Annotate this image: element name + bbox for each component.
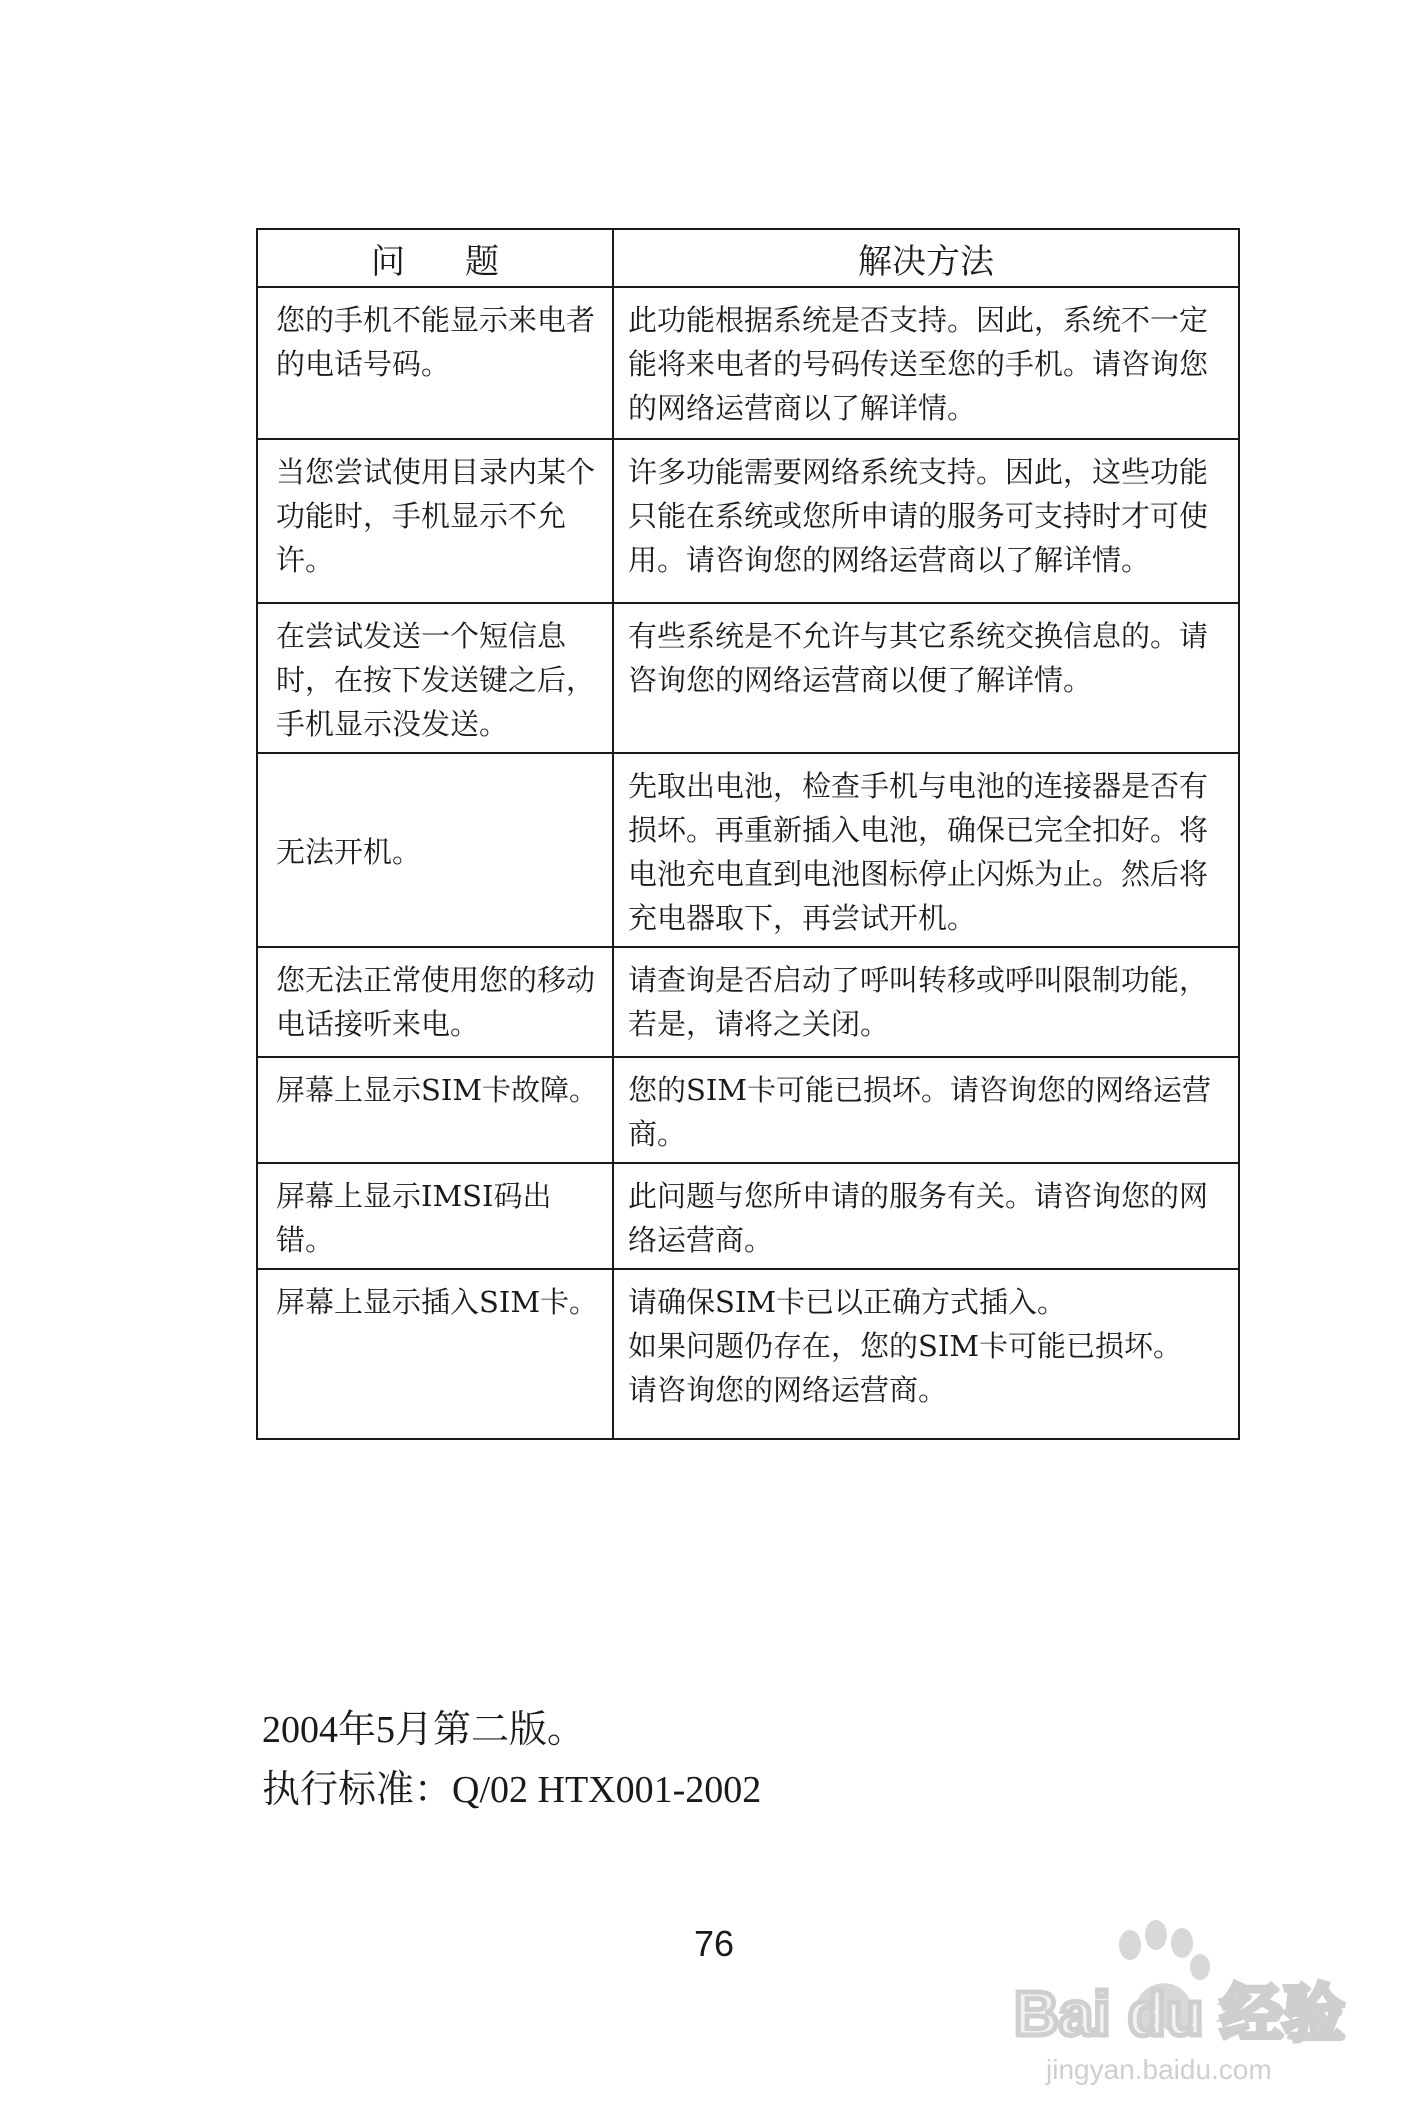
problem-cell: 屏幕上显示IMSI码出错。 <box>257 1163 613 1269</box>
solution-cell: 请查询是否启动了呼叫转移或呼叫限制功能，若是，请将之关闭。 <box>613 947 1239 1057</box>
table-row <box>257 287 1239 439</box>
solution-cell: 许多功能需要网络系统支持。因此，这些功能只能在系统或您所申请的服务可支持时才可使用。请咨询您的网络运营商以了解详情。 <box>613 439 1239 603</box>
problem-cell: 屏幕上显示插入SIM卡。 <box>257 1269 613 1439</box>
solution-cell: 此问题与您所申请的服务有关。请咨询您的网络运营商。 <box>613 1163 1239 1269</box>
watermark-brand: Bai du 经验 <box>1014 1980 1345 2049</box>
problem-cell: 当您尝试使用目录内某个功能时，手机显示不允许。 <box>257 439 613 603</box>
table-row <box>257 947 1239 1057</box>
edition-line: 2004年5月第二版。 <box>262 1709 586 1751</box>
solution-line: 如果问题仍存在，您的SIM卡可能已损坏。 <box>628 1329 1183 1363</box>
problem-cell: 您无法正常使用您的移动电话接听来电。 <box>257 947 613 1057</box>
solution-cell: 先取出电池，检查手机与电池的连接器是否有损坏。再重新插入电池，确保已完全扣好。将电池充电直到电池图标停止闪烁为止。然后将充电器取下，再尝试开机。 <box>613 753 1239 947</box>
table-row <box>257 1057 1239 1163</box>
page-number: 76 <box>693 1923 735 1964</box>
solution-cell: 有些系统是不允许与其它系统交换信息的。请咨询您的网络运营商以便了解详情。 <box>613 603 1239 753</box>
problem-cell: 您的手机不能显示来电者的电话号码。 <box>257 287 613 439</box>
baidu-jingyan-watermark-logo <box>1010 1905 1410 2090</box>
table-row <box>257 1163 1239 1269</box>
standard-line: 执行标准：Q/02 HTX001-2002 <box>262 1769 762 1811</box>
solution-cell: 您的SIM卡可能已损坏。请咨询您的网络运营商。 <box>613 1057 1239 1163</box>
solution-line: 请咨询您的网络运营商。 <box>628 1373 948 1407</box>
edition-info <box>262 1700 761 1820</box>
column-header-problem: 问题 <box>257 229 613 287</box>
solution-line: 请确保SIM卡已以正确方式插入。 <box>628 1285 1067 1319</box>
table-row <box>257 439 1239 603</box>
watermark-url: jingyan.baidu.com <box>1046 2054 1272 2085</box>
problem-cell: 屏幕上显示SIM卡故障。 <box>257 1057 613 1163</box>
troubleshooting-table <box>256 228 1240 1440</box>
table-row <box>257 753 1239 947</box>
solution-cell: 此功能根据系统是否支持。因此，系统不一定能将来电者的号码传送至您的手机。请咨询您的网络运营商以了解详情。 <box>613 287 1239 439</box>
problem-cell: 无法开机。 <box>257 753 613 947</box>
table-row <box>257 603 1239 753</box>
solution-cell <box>613 1269 1239 1439</box>
table-row <box>257 1269 1239 1439</box>
column-header-solution: 解决方法 <box>613 229 1239 287</box>
problem-cell: 在尝试发送一个短信息时，在按下发送键之后，手机显示没发送。 <box>257 603 613 753</box>
table-header-row <box>257 229 1239 287</box>
